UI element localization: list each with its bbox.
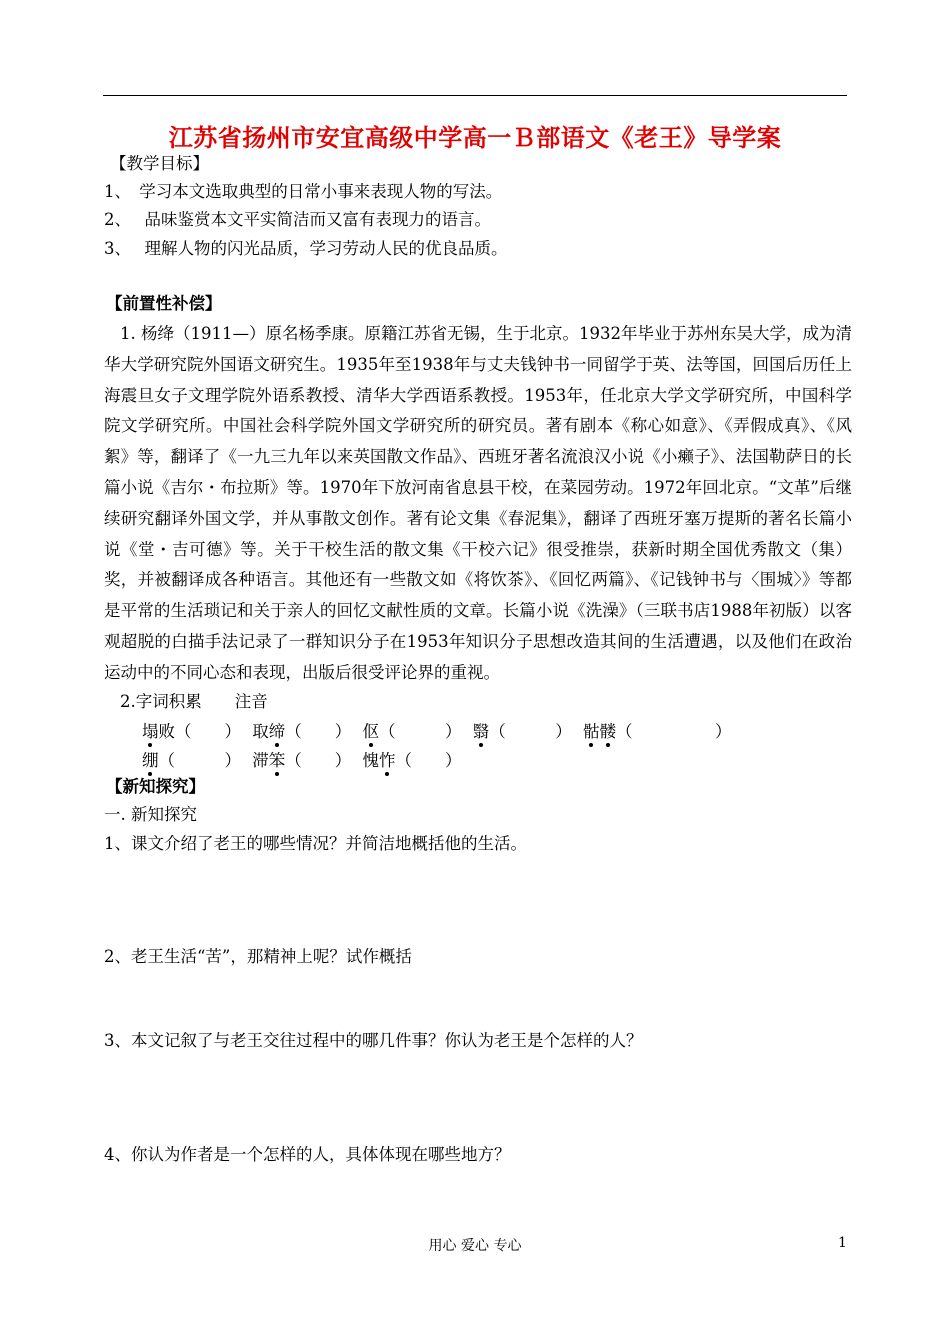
question-3: 3、本文记叙了与老王交往过程中的哪几件事？你认为老王是个怎样的人？ (104, 1031, 643, 1050)
author-bio-paragraph: 1. 杨绛（1911—）原名杨季康。原籍江苏省无锡，生于北京。1932年毕业于苏州东吴大学，成为清华大学研究院外国语文研究生。1935年至1938年与丈夫钱钟书一同留学于英、法等国，回国后历任上海震旦女子文理学院外语系教授、清华大学西语系教授。1953年，任北京大学文学研究所，中国科学院文学研究所。中国社会科学院外国文学研究所的研究员。著有剧本《称心如意》、《弄假成真》、《风絮》等，翻译了《一九三九年以来英国散文作品》、西班牙著名流浪汉小说《小癞子》、法国勒萨日的长篇小说《吉尔・布拉斯》等。1970年下放河南省息县干校，在菜园劳动。1972年回北京。“文革”后继续研究翻译外国文学，并从事散文创作。著有论文集《春泥集》，翻译了西班牙塞万提斯的著名长篇小说《堂・吉可德》等。关于干校生活的散文集《干校六记》很受推崇，获新时期全国优秀散文（集）奖，并被翻译成各种语言。其他还有一些散文如《将饮茶》、《回忆两篇》、《记钱钟书与〈围城〉》等都是平常的生活琐记和关于亲人的回忆文献性质的文章。长篇小说《洗澡》（三联书店1988年初版）以客观超脱的白描手法记录了一群知识分子在1953年知识分子思想改造其间的生活遭遇，以及他们在政治运动中的不同心态和表现，出版后很受评论界的重视。 (104, 324, 852, 682)
vocab-char: 怍 (379, 751, 396, 770)
explore-heading: 【新知探究】 (106, 777, 205, 796)
vocab-char: 翳 (472, 722, 490, 741)
pinyin-blank[interactable]: （ ） (285, 722, 352, 741)
objective-item-3: 3、 理解人物的闪光品质，学习劳动人民的优良品质。 (104, 239, 508, 258)
page-number: 1 (838, 1235, 847, 1251)
pinyin-blank[interactable]: （ ） (158, 751, 241, 770)
vocab-char: 骷 (583, 722, 600, 741)
pinyin-blank[interactable]: （ ） (395, 751, 462, 770)
vocab-char: 败 (158, 722, 175, 741)
vocab-char: 笨 (268, 751, 286, 770)
preview-heading: 【前置性补偿】 (106, 294, 222, 313)
pinyin-blank[interactable]: （ ） (379, 722, 462, 741)
objective-item-2: 2、 品味鉴赏本文平实简洁而又富有表现力的语言。 (104, 210, 491, 229)
pinyin-blank[interactable]: （ ） (175, 722, 241, 741)
document-title: 江苏省扬州市安宜高级中学高一Ｂ部语文《老王》导学案 (168, 123, 782, 152)
vocab-char: 取 (252, 722, 269, 741)
page-footer: 用心 爱心 专心 (428, 1238, 522, 1254)
vocab-char: 缔 (268, 722, 286, 741)
vocab-char: 滞 (252, 751, 269, 770)
question-1: 1、课文介绍了老王的哪些情况？并简洁地概括他的生活。 (104, 834, 527, 853)
question-2: 2、老王生活“苦”，那精神上呢？试作概括 (104, 947, 412, 966)
vocab-char: 髅 (599, 722, 616, 741)
objective-item-1: 1、 学习本文选取典型的日常小事来表现人物的写法。 (104, 182, 503, 201)
pinyin-blank[interactable]: （ ） (285, 751, 352, 770)
question-4: 4、你认为作者是一个怎样的人，具体体现在哪些地方？ (104, 1145, 511, 1164)
vocab-row-1 (142, 718, 732, 742)
vocab-row-2 (142, 747, 462, 771)
pinyin-blank[interactable]: （ ） (489, 722, 572, 741)
objectives-heading: 【教学目标】 (110, 154, 209, 173)
explore-subheading: 一. 新知探究 (104, 805, 197, 824)
pinyin-blank[interactable]: （ ） (616, 722, 732, 741)
vocab-char: 绷 (142, 751, 159, 770)
vocab-heading: 2.字词积累 注音 (120, 692, 268, 711)
vocab-char: 伛 (362, 722, 379, 741)
vocab-char: 塌 (142, 722, 159, 741)
vocab-char: 愧 (362, 751, 379, 770)
header-rule (103, 95, 847, 96)
